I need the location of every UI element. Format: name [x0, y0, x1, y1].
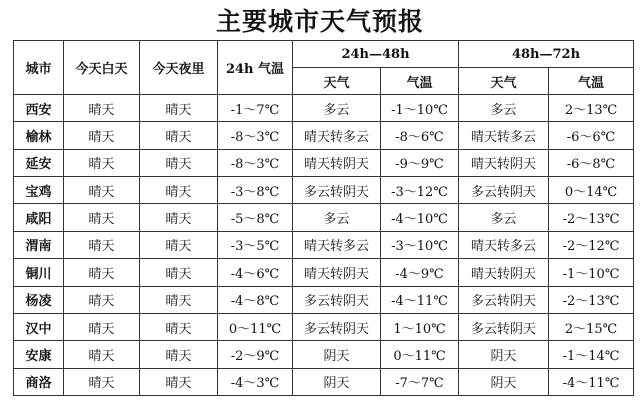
cell-t48: 0～11℃ — [381, 341, 459, 368]
cell-w48: 阴天 — [293, 368, 381, 395]
header-city: 城市 — [14, 41, 64, 95]
cell-t72: -6～8℃ — [549, 149, 634, 176]
city-name: 西安 — [14, 95, 64, 122]
cell-t24: -2～9℃ — [218, 341, 293, 368]
cell-t72: 0～14℃ — [549, 177, 634, 204]
cell-night: 晴天 — [140, 231, 218, 258]
cell-t24: 0～11℃ — [218, 313, 293, 340]
cell-night: 晴天 — [140, 313, 218, 340]
table-row — [14, 341, 634, 368]
cell-w72: 阴天 — [459, 368, 549, 395]
cell-t48: -7～7℃ — [381, 368, 459, 395]
cell-night: 晴天 — [140, 149, 218, 176]
cell-t24: -4～6℃ — [218, 259, 293, 286]
cell-w48: 多云 — [293, 204, 381, 231]
cell-w48: 多云 — [293, 95, 381, 122]
cell-day: 晴天 — [64, 177, 140, 204]
cell-w72: 多云转阴天 — [459, 313, 549, 340]
cell-t24: -3～5℃ — [218, 231, 293, 258]
page-title: 主要城市天气预报 — [215, 7, 424, 36]
cell-w72: 多云转阴天 — [459, 286, 549, 313]
cell-day: 晴天 — [64, 368, 140, 395]
cell-day: 晴天 — [64, 313, 140, 340]
cell-t72: 2～13℃ — [549, 95, 634, 122]
cell-t48: -8～6℃ — [381, 122, 459, 149]
table-row — [14, 122, 634, 149]
cell-t72: -2～12℃ — [549, 231, 634, 258]
table-row — [14, 149, 634, 176]
table-row — [14, 259, 634, 286]
cell-w48: 晴天转阴天 — [293, 259, 381, 286]
cell-t48: -4～11℃ — [381, 286, 459, 313]
header-24h-temp: 24h 气温 — [218, 41, 293, 95]
header-temp-72: 气温 — [549, 68, 634, 95]
cell-w72: 多云 — [459, 95, 549, 122]
cell-day: 晴天 — [64, 204, 140, 231]
cell-day: 晴天 — [64, 95, 140, 122]
cell-w48: 晴天转阴天 — [293, 149, 381, 176]
cell-t24: -4～3℃ — [218, 368, 293, 395]
header-24-48h: 24h—48h — [293, 41, 459, 68]
forecast-table — [13, 40, 634, 396]
cell-t72: -6～6℃ — [549, 122, 634, 149]
city-name: 咸阳 — [14, 204, 64, 231]
cell-w48: 多云转阴天 — [293, 286, 381, 313]
cell-w48: 多云转阴天 — [293, 177, 381, 204]
cell-w72: 多云转阴天 — [459, 177, 549, 204]
header-weather-48: 天气 — [293, 68, 381, 95]
header-weather-72: 天气 — [459, 68, 549, 95]
city-name: 榆林 — [14, 122, 64, 149]
header-today-day: 今天白天 — [64, 41, 140, 95]
cell-w72: 晴天转阴天 — [459, 149, 549, 176]
cell-t72: -1～14℃ — [549, 341, 634, 368]
cell-t72: -4～11℃ — [549, 368, 634, 395]
table-row — [14, 368, 634, 395]
cell-t48: -3～10℃ — [381, 231, 459, 258]
cell-w72: 晴天转阴天 — [459, 259, 549, 286]
cell-day: 晴天 — [64, 231, 140, 258]
cell-t48: -1～10℃ — [381, 95, 459, 122]
cell-t24: -1～7℃ — [218, 95, 293, 122]
cell-night: 晴天 — [140, 122, 218, 149]
table-row — [14, 286, 634, 313]
cell-t24: -4～8℃ — [218, 286, 293, 313]
cell-t24: -8～3℃ — [218, 122, 293, 149]
cell-w72: 晴天转多云 — [459, 122, 549, 149]
city-name: 宝鸡 — [14, 177, 64, 204]
table-row — [14, 231, 634, 258]
cell-night: 晴天 — [140, 95, 218, 122]
header-temp-48: 气温 — [381, 68, 459, 95]
table-row — [14, 204, 634, 231]
header-48-72h: 48h—72h — [459, 41, 634, 68]
cell-t24: -8～3℃ — [218, 149, 293, 176]
table-row — [14, 313, 634, 340]
city-name: 渭南 — [14, 231, 64, 258]
cell-w72: 晴天转多云 — [459, 231, 549, 258]
cell-t72: 2～15℃ — [549, 313, 634, 340]
header-today-night: 今天夜里 — [140, 41, 218, 95]
city-name: 杨凌 — [14, 286, 64, 313]
city-name: 铜川 — [14, 259, 64, 286]
cell-t48: -4～10℃ — [381, 204, 459, 231]
city-name: 汉中 — [14, 313, 64, 340]
cell-night: 晴天 — [140, 286, 218, 313]
cell-day: 晴天 — [64, 122, 140, 149]
cell-night: 晴天 — [140, 259, 218, 286]
cell-day: 晴天 — [64, 149, 140, 176]
cell-t72: -2～13℃ — [549, 204, 634, 231]
table-row — [14, 95, 634, 122]
cell-t48: -4～9℃ — [381, 259, 459, 286]
table-row — [14, 177, 634, 204]
cell-w48: 阴天 — [293, 341, 381, 368]
cell-t72: -1～10℃ — [549, 259, 634, 286]
city-name: 商洛 — [14, 368, 64, 395]
cell-t48: -3～12℃ — [381, 177, 459, 204]
city-name: 安康 — [14, 341, 64, 368]
cell-day: 晴天 — [64, 259, 140, 286]
cell-w72: 阴天 — [459, 341, 549, 368]
cell-day: 晴天 — [64, 341, 140, 368]
header-row-top — [14, 41, 634, 68]
cell-t24: -5～8℃ — [218, 204, 293, 231]
cell-w48: 晴天转多云 — [293, 231, 381, 258]
cell-night: 晴天 — [140, 177, 218, 204]
cell-t72: -2～13℃ — [549, 286, 634, 313]
cell-t48: -9～9℃ — [381, 149, 459, 176]
cell-night: 晴天 — [140, 341, 218, 368]
cell-t48: 1～10℃ — [381, 313, 459, 340]
cell-w72: 多云 — [459, 204, 549, 231]
cell-night: 晴天 — [140, 368, 218, 395]
cell-night: 晴天 — [140, 204, 218, 231]
city-name: 延安 — [14, 149, 64, 176]
cell-t24: -3～8℃ — [218, 177, 293, 204]
cell-w48: 晴天转多云 — [293, 122, 381, 149]
cell-w48: 多云转阴天 — [293, 313, 381, 340]
cell-day: 晴天 — [64, 286, 140, 313]
